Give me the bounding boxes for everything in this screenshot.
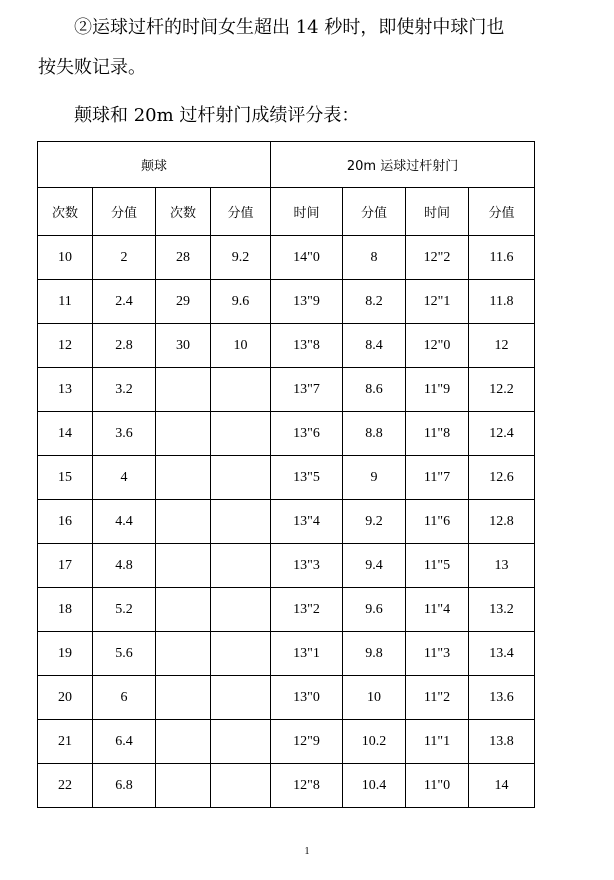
table-cell [211,368,271,412]
table-cell: 4.4 [93,500,156,544]
table-cell: 11"0 [406,764,469,808]
table-cell: 8.6 [343,368,406,412]
table-cell: 13.8 [469,720,535,764]
table-cell [156,764,211,808]
table-row [38,368,535,412]
column-header: 时间 [406,188,469,236]
table-cell: 22 [38,764,93,808]
rule-line-2: 按失败记录。 [38,57,146,78]
table-cell [211,456,271,500]
column-header: 分值 [343,188,406,236]
table-cell: 11"8 [406,412,469,456]
table-row [38,236,535,280]
table-cell: 12.8 [469,500,535,544]
table-cell [211,412,271,456]
table-row [38,500,535,544]
table-cell: 30 [156,324,211,368]
table-cell [156,544,211,588]
table-cell: 4.8 [93,544,156,588]
table-cell [156,588,211,632]
table-cell: 13 [38,368,93,412]
table-cell: 12"2 [406,236,469,280]
group-header-row [38,142,535,188]
table-cell: 5.2 [93,588,156,632]
table-cell: 12.6 [469,456,535,500]
table-cell: 12"9 [271,720,343,764]
column-header: 分值 [469,188,535,236]
table-cell: 10.2 [343,720,406,764]
table-cell: 13"4 [271,500,343,544]
table-cell: 9.4 [343,544,406,588]
table-row [38,280,535,324]
table-cell: 28 [156,236,211,280]
column-header: 时间 [271,188,343,236]
table-cell: 12 [38,324,93,368]
table-cell: 13"1 [271,632,343,676]
table-cell: 16 [38,500,93,544]
table-cell: 11"7 [406,456,469,500]
table-row [38,720,535,764]
page-number: 1 [304,846,310,857]
table-cell: 17 [38,544,93,588]
table-cell: 9 [343,456,406,500]
table-cell: 12"1 [406,280,469,324]
table-cell: 8.2 [343,280,406,324]
table-cell: 10 [343,676,406,720]
table-cell [156,720,211,764]
table-cell: 12"8 [271,764,343,808]
table-cell: 12"0 [406,324,469,368]
table-cell: 11.8 [469,280,535,324]
table-cell: 11"4 [406,588,469,632]
table-cell: 13.4 [469,632,535,676]
table-cell: 11"9 [406,368,469,412]
table-cell: 21 [38,720,93,764]
table-cell: 9.2 [343,500,406,544]
table-cell: 13"3 [271,544,343,588]
table-cell: 19 [38,632,93,676]
table-cell [156,500,211,544]
table-cell: 14 [38,412,93,456]
table-cell [211,676,271,720]
table-cell: 8 [343,236,406,280]
table-cell: 5.6 [93,632,156,676]
table-cell: 3.2 [93,368,156,412]
table-row [38,544,535,588]
table-cell: 18 [38,588,93,632]
table-cell: 6.8 [93,764,156,808]
table-cell [156,632,211,676]
table-cell: 12.2 [469,368,535,412]
table-cell: 20 [38,676,93,720]
table-row [38,456,535,500]
table-cell: 13"7 [271,368,343,412]
table-cell: 9.8 [343,632,406,676]
table-cell: 9.2 [211,236,271,280]
table-cell [211,500,271,544]
table-cell: 2 [93,236,156,280]
table-cell [156,456,211,500]
table-cell: 13"2 [271,588,343,632]
table-cell: 10.4 [343,764,406,808]
table-cell: 11"3 [406,632,469,676]
column-header: 次数 [156,188,211,236]
table-cell: 6.4 [93,720,156,764]
table-cell: 2.8 [93,324,156,368]
table-cell: 29 [156,280,211,324]
table-cell [156,412,211,456]
table-caption-text: 颠球和 20m 过杆射门成绩评分表： [74,105,360,126]
column-header: 分值 [93,188,156,236]
table-cell [211,632,271,676]
score-table [37,141,535,808]
table-cell: 14"0 [271,236,343,280]
table-cell: 11.6 [469,236,535,280]
table-row [38,412,535,456]
table-cell: 12 [469,324,535,368]
rule-paragraph [38,8,578,88]
table-cell: 13"6 [271,412,343,456]
column-header-row [38,188,535,236]
table-cell: 13"5 [271,456,343,500]
group-header-dribble-shoot: 20m 运球过杆射门 [271,142,535,188]
table-cell: 8.8 [343,412,406,456]
group-header-juggling: 颠球 [38,142,271,188]
table-cell: 14 [469,764,535,808]
table-cell: 12.4 [469,412,535,456]
table-cell [156,368,211,412]
rule-line-1: ②运球过杆的时间女生超出 14 秒时，即使射中球门也 [74,17,505,38]
table-cell: 10 [38,236,93,280]
table-cell [211,588,271,632]
table-cell: 11 [38,280,93,324]
column-header: 次数 [38,188,93,236]
table-cell: 8.4 [343,324,406,368]
table-cell: 11"5 [406,544,469,588]
table-row [38,676,535,720]
table-cell: 13"0 [271,676,343,720]
table-cell [211,720,271,764]
column-header: 分值 [211,188,271,236]
table-cell: 9.6 [211,280,271,324]
table-cell: 11"6 [406,500,469,544]
table-cell [156,676,211,720]
table-cell: 13"8 [271,324,343,368]
table-cell: 3.6 [93,412,156,456]
table-cell: 13.2 [469,588,535,632]
table-cell [211,764,271,808]
table-cell: 11"2 [406,676,469,720]
table-cell [211,544,271,588]
table-cell: 2.4 [93,280,156,324]
table-row [38,632,535,676]
table-cell: 13.6 [469,676,535,720]
table-cell: 13"9 [271,280,343,324]
table-row [38,588,535,632]
table-cell: 15 [38,456,93,500]
table-caption [38,96,578,136]
table-cell: 10 [211,324,271,368]
table-cell: 9.6 [343,588,406,632]
table-cell: 6 [93,676,156,720]
table-cell: 11"1 [406,720,469,764]
table-cell: 4 [93,456,156,500]
table-row [38,324,535,368]
table-cell: 13 [469,544,535,588]
table-row [38,764,535,808]
